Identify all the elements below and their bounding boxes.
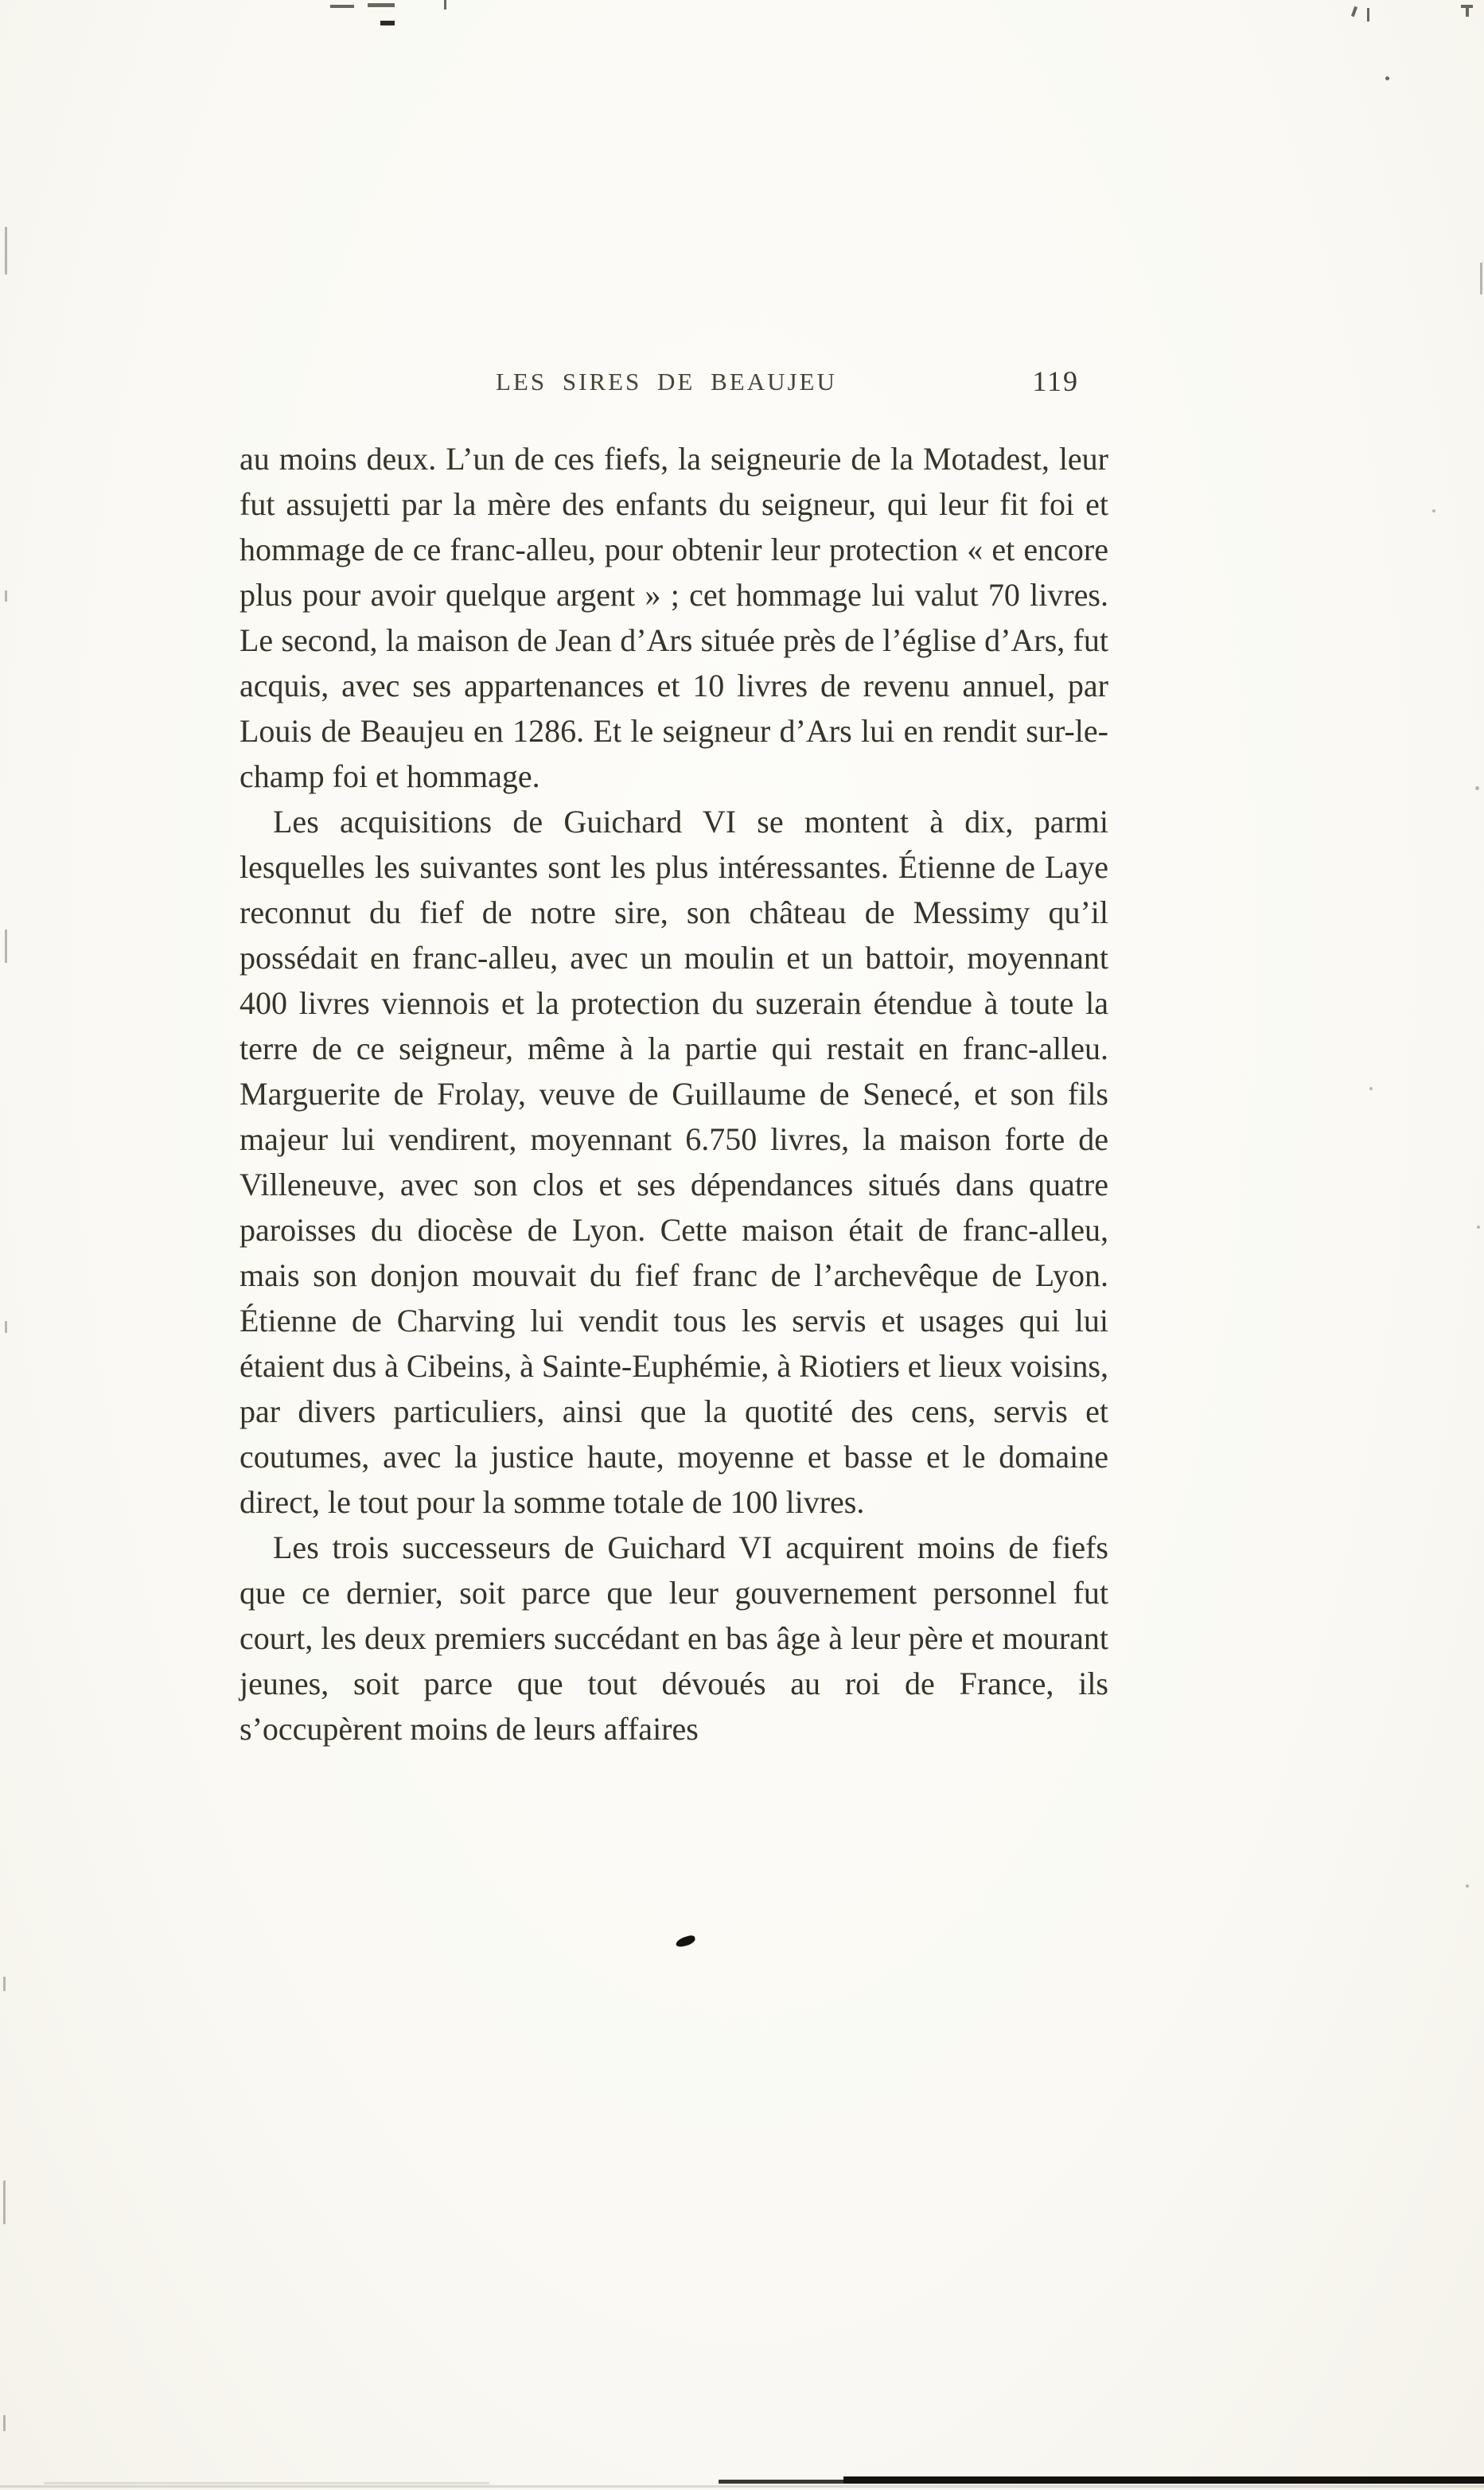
scan-artifact-left-line-2 — [5, 590, 7, 602]
running-header — [239, 364, 1108, 399]
scan-artifact-bottom-line-dark — [843, 2476, 1484, 2484]
page-number: 119 — [1032, 365, 1079, 397]
scan-artifact-left-line-5 — [3, 1977, 6, 1991]
scan-artifact-right-line — [1480, 263, 1482, 294]
scan-artifact-speck-1 — [1432, 509, 1435, 512]
scan-artifact-speck-5 — [1466, 1884, 1469, 1888]
paragraph-2: Les acquisitions de Guichard VI se montent à dix, parmi lesquelles les suivantes sont les plus intéressantes. Étienne de Laye reconnut du fief de notre sire, son château de Messimy qu’il possédait en franc-alleu, avec un moulin et un battoir, moyennant 400 livres viennois et la protection du suzerain étendue à toute la terre de ce seigneur, même à la partie qui restait en franc-alleu. Marguerite de Frolay, veuve de Guillaume de Senecé, et son fils majeur lui vendirent, moyennant 6.750 livres, la maison forte de Villeneuve, avec son clos et ses dépendances situés dans quatre paroisses du diocèse de Lyon. Cette maison était de franc-alleu, mais son donjon mouvait du fief franc de l’archevêque de Lyon. Étienne de Charving lui vendit tous les servis et usages qui lui étaient dus à Cibeins, à Sainte-Euphémie, à Riotiers et lieux voisins, par divers particuliers, ainsi que la quotité des cens, servis et coutumes, avec la justice haute, moyenne et basse et le domaine direct, le tout pour la somme totale de 100 livres. — [240, 804, 1108, 1520]
scan-artifact-topright-4 — [1466, 6, 1469, 17]
scan-artifact-speck-2 — [1475, 786, 1479, 790]
text-column — [240, 436, 1108, 1752]
scan-artifact-left-line-4 — [5, 1321, 7, 1333]
scan-artifact-speck-4 — [1477, 1226, 1480, 1229]
scan-artifact-topright-1 — [1351, 6, 1357, 18]
scan-artifact-left-line-3 — [5, 929, 7, 963]
scan-artifact-bottom-line-thin — [719, 2480, 862, 2484]
scan-artifact-left-line-7 — [3, 2415, 6, 2431]
scan-artifact-bottom-line-left — [44, 2482, 489, 2484]
scan-artifact-top-dash-1 — [330, 5, 354, 8]
running-title: LES SIRES DE BEAUJEU — [495, 368, 837, 396]
scan-artifact-bottom-line-full — [0, 2485, 1484, 2488]
scan-artifact-speck-3 — [1369, 1087, 1373, 1090]
scan-artifact-left-line-6 — [3, 2180, 6, 2224]
scan-artifact-topright-dot — [1385, 76, 1389, 80]
scan-artifact-top-tick — [380, 21, 395, 25]
scan-artifact-left-line-1 — [5, 227, 7, 275]
scan-artifact-top-dash-2 — [368, 3, 395, 7]
paragraph-1: au moins deux. L’un de ces fiefs, la seigneurie de la Motadest, leur fut assujetti par la mère des enfants du seigneur, qui leur fit foi et hommage de ce franc-alleu, pour obtenir leur protection « et encore plus pour avoir quelque argent » ; cet hommage lui valut 70 livres. Le second, la maison de Jean d’Ars située près de l’église d’Ars, fut acquis, avec ses appartenances et 10 livres de revenu annuel, par Louis de Beaujeu en 1286. Et le seigneur d’Ars lui en rendit sur-le-champ foi et hommage. — [240, 441, 1108, 794]
ink-mark-ornament — [675, 1935, 696, 1948]
scan-artifact-topright-2 — [1367, 8, 1369, 21]
scan-artifact-top-vtick — [444, 0, 446, 10]
paragraph-3: Les trois successeurs de Guichard VI acquirent moins de fiefs que ce dernier, soit parce que leur gouvernement personnel fut court, les deux premiers succédant en bas âge à leur père et mourant jeunes, soit parce que tout dévoués au roi de France, ils s’occupèrent moins de leurs affaires — [240, 1529, 1108, 1747]
